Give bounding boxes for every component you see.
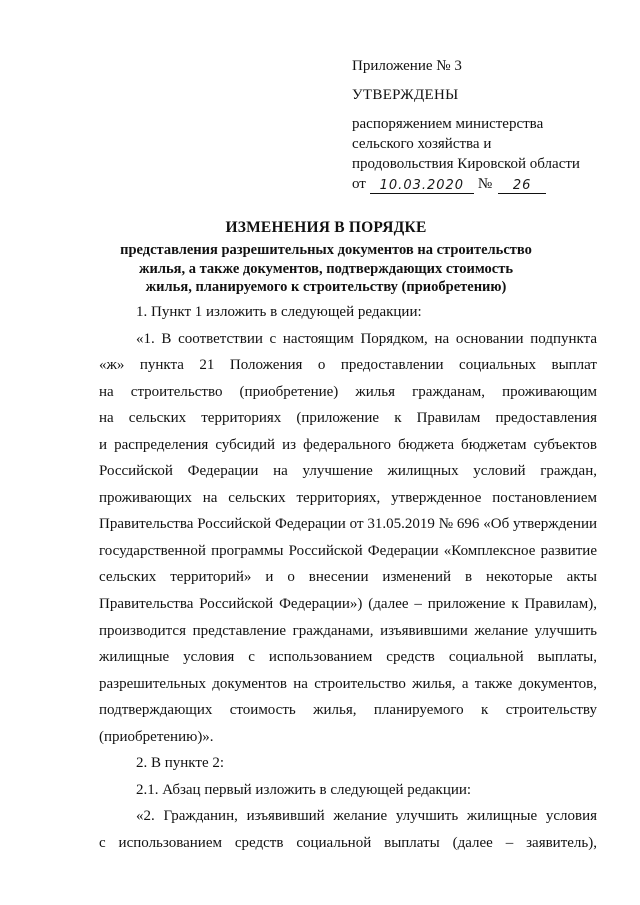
annex-label: Приложение № 3 (352, 58, 462, 74)
title-subtitle (60, 241, 592, 297)
body-line: «2. Гражданин, изъявивший желание улучшить жилищные условия (136, 808, 597, 825)
body-line: (приобретению)». (99, 728, 214, 745)
subtitle-line: представления разрешительных документов на строительство (120, 242, 532, 258)
order-line: распоряжением министерства (352, 116, 544, 132)
subtitle-line: жилья, планируемого к строительству (приобретению) (145, 279, 507, 295)
body-line: проживающих на сельских территориях, утвержденное постановлением (99, 489, 597, 506)
order-line: сельского хозяйства и (352, 136, 492, 152)
number-label: № (477, 176, 493, 192)
body-line: жилищные условия с использованием средств социальной выплаты, (99, 649, 597, 666)
body-line: с использованием средств социальной выплаты (далее – заявитель), (99, 834, 597, 851)
order-line: продовольствия Кировской области (352, 156, 580, 172)
approval-block (352, 56, 612, 194)
body-line: производится представление гражданами, изъявившими желание улучшить (99, 622, 597, 639)
title-main: ИЗМЕНЕНИЯ В ПОРЯДКЕ (225, 219, 427, 236)
body-line: и распределения субсидий из федерального бюджета бюджетам субъектов (99, 436, 597, 453)
body-line: 2.1. Абзац первый изложить в следующей редакции: (136, 781, 472, 798)
body-line: Российской Федерации на улучшение жилищных условий граждан, (99, 463, 597, 480)
body-line: на строительство (приобретение) жилья гражданам, проживающим (99, 383, 597, 400)
body-line: Правительства Российской Федерации») (далее – приложение к Правилам), (99, 596, 597, 613)
order-date-line (352, 174, 612, 194)
body-line: «ж» пункта 21 Положения о предоставлении социальных выплат (99, 357, 597, 374)
body-line: на сельских территориях (приложение к Правилам предоставления (99, 410, 597, 427)
body-line: 1. Пункт 1 изложить в следующей редакции: (136, 304, 422, 320)
body-line: государственной программы Российской Федерации «Комплексное развитие (99, 542, 597, 559)
body-line: сельских территорий» и о внесении изменений в некоторые акты (99, 569, 597, 586)
body-line: разрешительных документов на строительство жилья, а также документов, (99, 675, 597, 692)
document-body (99, 299, 597, 856)
from-label: от (352, 176, 366, 192)
body-line: 2. В пункте 2: (136, 755, 225, 772)
body-line: Правительства Российской Федерации от 31.05.2019 № 696 «Об утверждении (99, 516, 597, 533)
body-line: «1. В соответствии с настоящим Порядком, на основании подпункта (136, 330, 597, 347)
handwritten-date: 10.03.2020 (370, 178, 474, 194)
subtitle-line: жилья, а также документов, подтверждающих стоимость (138, 260, 514, 277)
approved-heading: УТВЕРЖДЕНЫ (352, 87, 459, 103)
document-title (60, 218, 592, 297)
handwritten-number: 26 (498, 178, 546, 194)
body-line: подтверждающих стоимость жилья, планируемого к строительству (99, 702, 597, 719)
